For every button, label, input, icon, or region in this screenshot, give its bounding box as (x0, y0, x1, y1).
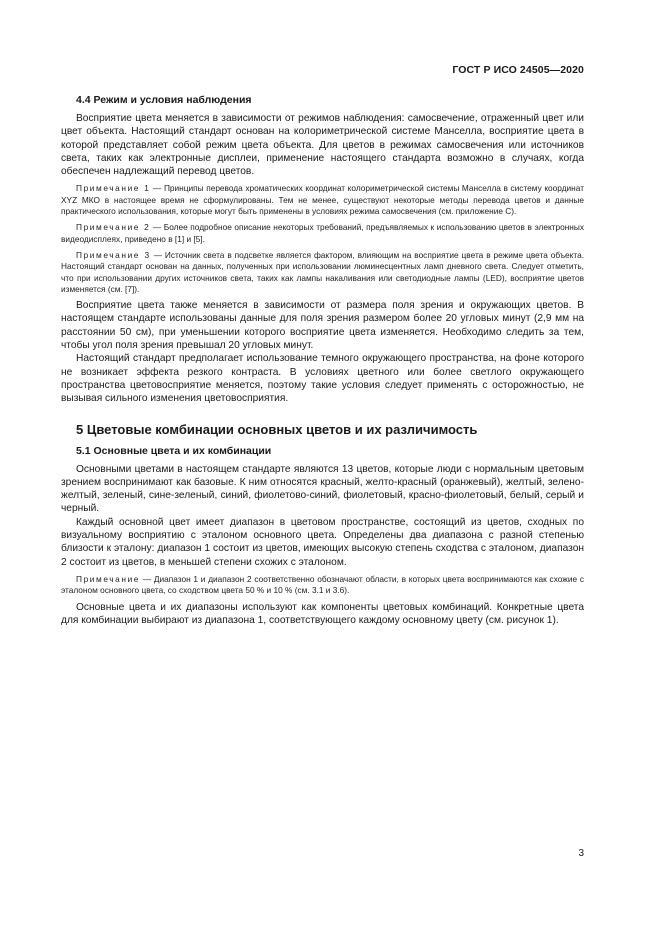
section-5-1-note (61, 574, 584, 597)
section-4-4-heading: 4.4 Режим и условия наблюдения (76, 94, 252, 106)
section-4-4-note-1 (61, 183, 584, 217)
page-number: 3 (578, 848, 584, 859)
section-5-1-paragraph-2: Каждый основной цвет имеет диапазон в цветовом пространстве, состоящий из цветов, сходных по визуальному восприятию с эталоном основного цвета. Определены два диапазона с разной степенью близости к эталону: диапазон 1 состоит из цветов, имеющих высокую степень сходства с эталоном, диапазон 2 состоит из цветов, в меньшей степени схожих с эталоном. (61, 516, 584, 568)
note-label: Примечание (76, 573, 141, 584)
note-3-text: — Источник света в подсветке является фактором, влияющим на восприятие цвета в режиме цвета объекта. Настоящий стандарт основан на данных, полученных при использовании люминесцентных ламп дневного света. Следует отметить, что при использовании других источников света, таких как лампы накаливания или светодиодные лампы (LED), восприятие цветов изменяется (см. [7]). (61, 249, 584, 294)
note-2-text: — Более подробное описание некоторых требований, предъявляемых к использованию цветов в электронных видеодисплеях, приведено в [1] и [5]. (61, 222, 584, 244)
section-4-4-paragraph-2: Восприятие цвета также меняется в зависимости от размера поля зрения и окружающих цветов. В настоящем стандарте использованы данные для поля зрения размером более 20 угловых минут (2,9 мм на расстоянии 50 см), при уменьшении которого восприятие цвета изменяется. Необходимо следить за тем, чтобы угол поля зрения превышал 20 угловых минут. (61, 300, 584, 352)
section-5-1-paragraph-3: Основные цвета и их диапазоны используют как компоненты цветовых комбинаций. Конкретные цвета для комбинации выбирают из диапазона 1, соответствующего каждому основному цвету (см. рисунок 1). (61, 601, 584, 626)
document-id: ГОСТ Р ИСО 24505—2020 (452, 64, 584, 76)
note-3-label: Примечание 3 (76, 249, 151, 260)
section-4-4-paragraph-3: Настоящий стандарт предполагает использование темного окружающего пространства, на фоне которого не возникает эффекта резкого контраста. В условиях цветного или более светлого окружающего пространства цветовосприятие меняется, поэтому такие условия следует применять с осторожностью, не вызывая сильного изменения цветовосприятия. (61, 353, 584, 405)
section-5-1-paragraph-1: Основными цветами в настоящем стандарте являются 13 цветов, которые люди с нормальным цветовым зрением воспринимают как базовые. К ним относятся красный, желто-красный (оранжевый), желтый, зелено-желтый, зеленый, сине-зеленый, синий, фиолетово-синий, фиолетовый, красно-фиолетовый, белый, серый и черный. (61, 463, 584, 515)
section-5-heading: 5 Цветовые комбинации основных цветов и их различимость (76, 421, 478, 437)
section-5-1-heading: 5.1 Основные цвета и их комбинации (76, 444, 272, 457)
note-1-label: Примечание 1 (76, 183, 151, 194)
note-1-text: — Принципы перевода хроматических координат колориметрической системы Манселла в систему координат XYZ МКО в настоящее время не сформулированы. Тем не менее, существуют некоторые методы перевода цветов и данные практического использования, которые могут быть применены в условиях режима самосвечения (см. приложение С). (61, 183, 584, 217)
page-content (61, 94, 584, 627)
section-4-4-note-3 (61, 250, 584, 295)
section-4-4-paragraph-1: Восприятие цвета меняется в зависимости от режимов наблюдения: самосвечение, отраженный цвет или цвет объекта. Настоящий стандарт основан на колориметрической системе Манселла, восприятие цвета в которой представляет собой режим цвета объекта. Для цветов в режимах самосвечения или источников света, таких как электронные дисплеи, применение настоящего стандарта возможно в случаях, когда обеспечен надлежащий перевод цветов. (61, 113, 584, 178)
note-2-label: Примечание 2 (76, 222, 151, 233)
section-4-4-note-2 (61, 222, 584, 245)
note-text: — Диапазон 1 и диапазон 2 соответственно обозначают области, в которых цвета воспринимаются как схожие с эталоном основного цвета, со сходством цвета 50 % и 10 % (см. 3.1 и 3.6). (61, 573, 584, 596)
